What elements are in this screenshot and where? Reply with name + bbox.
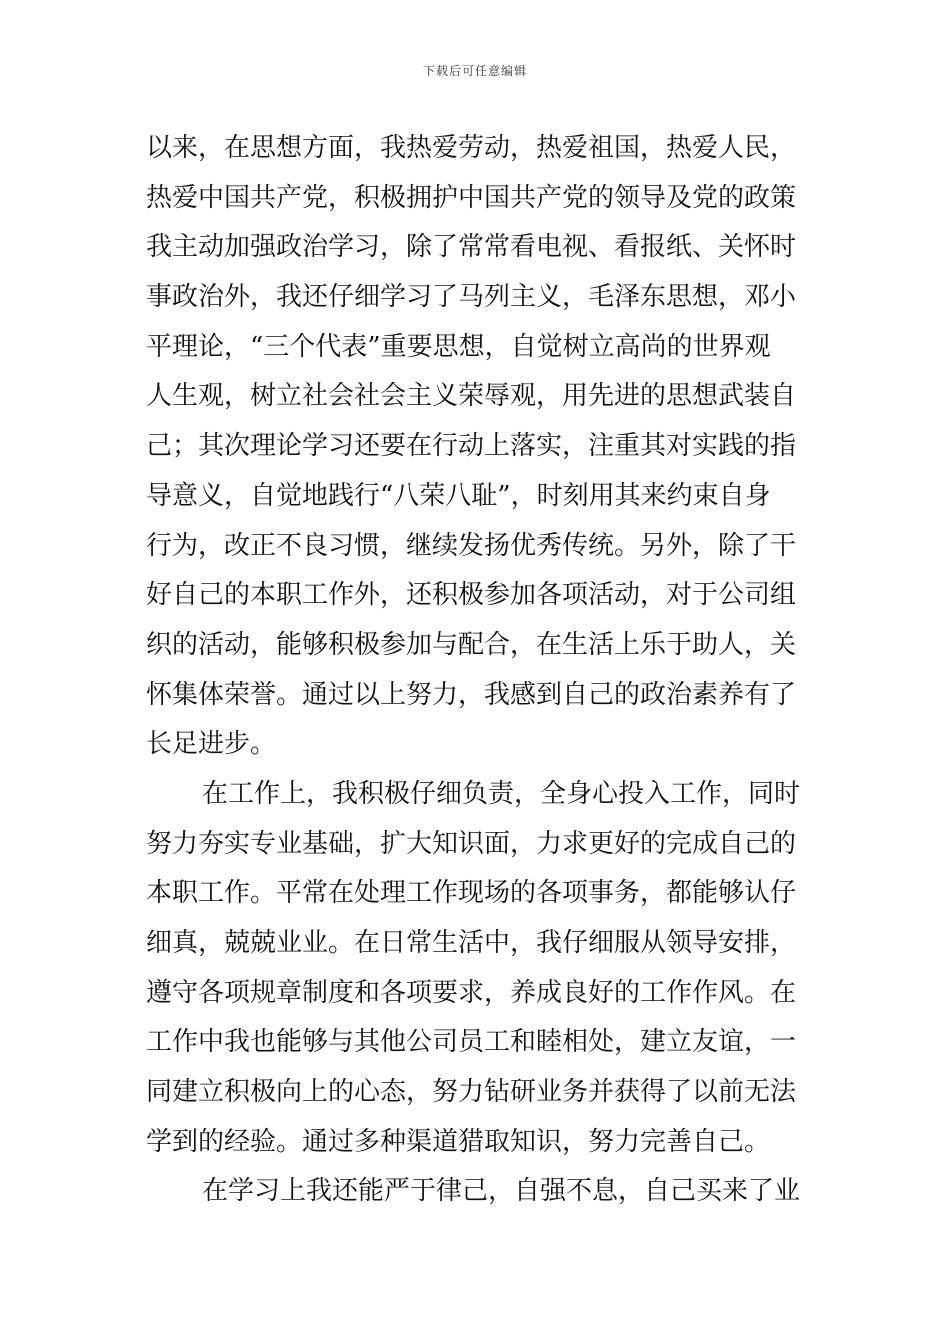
- text-line: 工作中我也能够与其他公司员工和睦相处，建立友谊，一: [146, 1027, 797, 1058]
- text-line: 平理论，“三个代表”重要思想，自觉树立高尚的世界观: [146, 331, 771, 362]
- text-line: 织的活动，能够积极参加与配合，在生活上乐于助人，关: [146, 629, 797, 660]
- text-line: 学到的经验。通过多种渠道猎取知识，努力完善自己。: [146, 1126, 771, 1157]
- page-header: 下载后可任意编辑: [422, 64, 527, 78]
- text-line: 在学习上我还能严于律己，自强不息，自己买来了业: [202, 1176, 801, 1207]
- text-line: 以来，在思想方面，我热爱劳动，热爱祖国，热爱人民，: [146, 133, 797, 163]
- text-line: 遵守各项规章制度和各项要求，养成良好的工作作风。在: [146, 977, 797, 1008]
- text-line: 行为，改正不良习惯，继续发扬优秀传统。另外，除了干: [146, 530, 797, 561]
- text-line: 努力夯实专业基础，扩大知识面，力求更好的完成自己的: [146, 828, 797, 859]
- text-line: 人生观，树立社会社会主义荣辱观，用先进的思想武装自: [146, 381, 797, 412]
- text-line: 我主动加强政治学习，除了常常看电视、看报纸、关怀时: [146, 232, 797, 263]
- text-line: 同建立积极向上的心态，努力钻研业务并获得了以前无法: [146, 1077, 797, 1108]
- text-line: 好自己的本职工作外，还积极参加各项活动，对于公司组: [146, 580, 797, 611]
- text-line: 热爱中国共产党，积极拥护中国共产党的领导及党的政策: [146, 182, 797, 213]
- text-line: 在工作上，我积极仔细负责，全身心投入工作，同时: [202, 778, 801, 809]
- document-body: [146, 124, 816, 1217]
- text-line: 导意义，自觉地践行“八荣八耻”，时刻用其来约束自身: [146, 480, 771, 511]
- text-line: 长足进步。: [146, 729, 277, 760]
- text-line: 己；其次理论学习还要在行动上落实，注重其对实践的指: [146, 431, 797, 462]
- text-line: 本职工作。平常在处理工作现场的各项事务，都能够认仔: [146, 878, 797, 909]
- text-line: 细真，兢兢业业。在日常生活中，我仔细服从领导安排，: [146, 928, 797, 958]
- text-line: 怀集体荣誉。通过以上努力，我感到自己的政治素养有了: [146, 679, 797, 710]
- text-line: 事政治外，我还仔细学习了马列主义，毛泽东思想，邓小: [146, 282, 797, 313]
